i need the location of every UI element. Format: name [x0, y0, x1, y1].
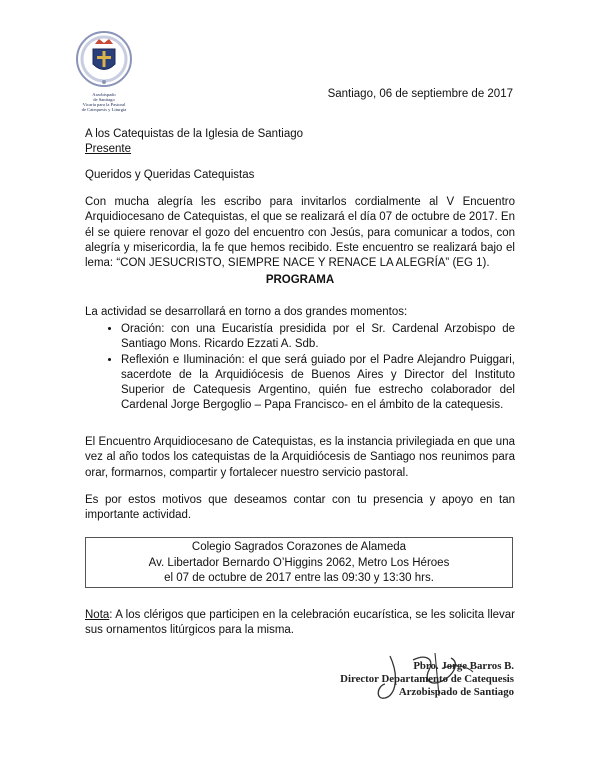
logo-line-4: de Catequesis y Liturgia — [81, 107, 127, 112]
signer-title: Director Departamento de Catequesis — [340, 673, 514, 685]
logo-line-2: de Santiago — [93, 97, 115, 102]
letter-date: Santiago, 06 de septiembre de 2017 — [327, 88, 513, 100]
venue-box — [85, 537, 513, 588]
addressee-block — [85, 127, 303, 157]
note-label: Nota — [85, 609, 110, 621]
program-intro: La actividad se desarrollará en torno a dos grandes momentos: — [85, 306, 408, 318]
moments-list — [85, 322, 515, 414]
venue-name: Colegio Sagrados Corazones de Alameda — [191, 541, 407, 553]
list-item: • Reflexión e Iluminación: el que será guiado por el Padre Alejandro Puiggari, sacerdote de la Arquidiócesis de Buenos Aires y Director del Instituto Superior de Catequesis Argentino, quién fue estrecho colaborador del Cardenal Jorge Bergoglio – Papa Francisco- en el ámbito de la catequesis. — [121, 353, 515, 414]
addressee-presente: Presente — [85, 143, 132, 155]
note-paragraph — [85, 608, 515, 639]
signature-block — [340, 660, 514, 699]
greeting: Queridos y Queridas Catequistas — [85, 169, 255, 181]
addressee-line: A los Catequistas de la Iglesia de Santiago — [85, 128, 304, 140]
logo-line-1: Arzobispado — [92, 92, 116, 97]
venue-time: el 07 de octubre de 2017 entre las 09:30 y 13:30 hrs. — [164, 572, 434, 584]
venue-address: Av. Libertador Bernardo O’Higgins 2062, Metro Los Héroes — [148, 556, 450, 569]
logo-line-3: Vicaría para la Pastoral — [82, 102, 126, 107]
seal-icon — [75, 30, 133, 90]
intro-paragraph: Con mucha alegría les escribo para invitarlos cordialmente al V Encuentro Arquidiocesano de Catequistas, el que se realizará el día 07 de octubre de 2017. En él se quiere renovar el gozo del encuentro con Jesús, para comunicar a todos, con alegría y misericordia, la fe que hemos recibido. Este encuentro se realizará bajo el lema: “CON JESUCRISTO, SIEMPRE NACE Y RENACE LA ALEGRÍA” (EG 1). — [85, 196, 515, 270]
program-title: PROGRAMA — [265, 274, 335, 286]
archdiocese-logo — [70, 30, 138, 112]
note-text: : A los clérigos que participen en la celebración eucarística, se les solicita llevar sus ornamentos litúrgicos para la misma. — [85, 609, 515, 637]
signer-name: Pbro. Jorge Barros B. — [413, 660, 514, 672]
paragraph-motivos: Es por estos motivos que deseamos contar con tu presencia y apoyo en tan importante actividad. — [85, 494, 515, 522]
paragraph-encuentro: El Encuentro Arquidiocesano de Catequistas, es la instancia privilegiada en que una vez al año todos los catequistas de la Arquidiócesis de Santiago nos reunimos para orar, formarnos, compartir y fortalecer nuestro servicio pastoral. — [85, 436, 515, 479]
list-item: • Oración: con una Eucaristía presidida por el Sr. Cardenal Arzobispo de Santiago Mons. Ricardo Ezzati A. Sdb. — [121, 322, 515, 353]
signer-organization: Arzobispado de Santiago — [398, 686, 514, 698]
